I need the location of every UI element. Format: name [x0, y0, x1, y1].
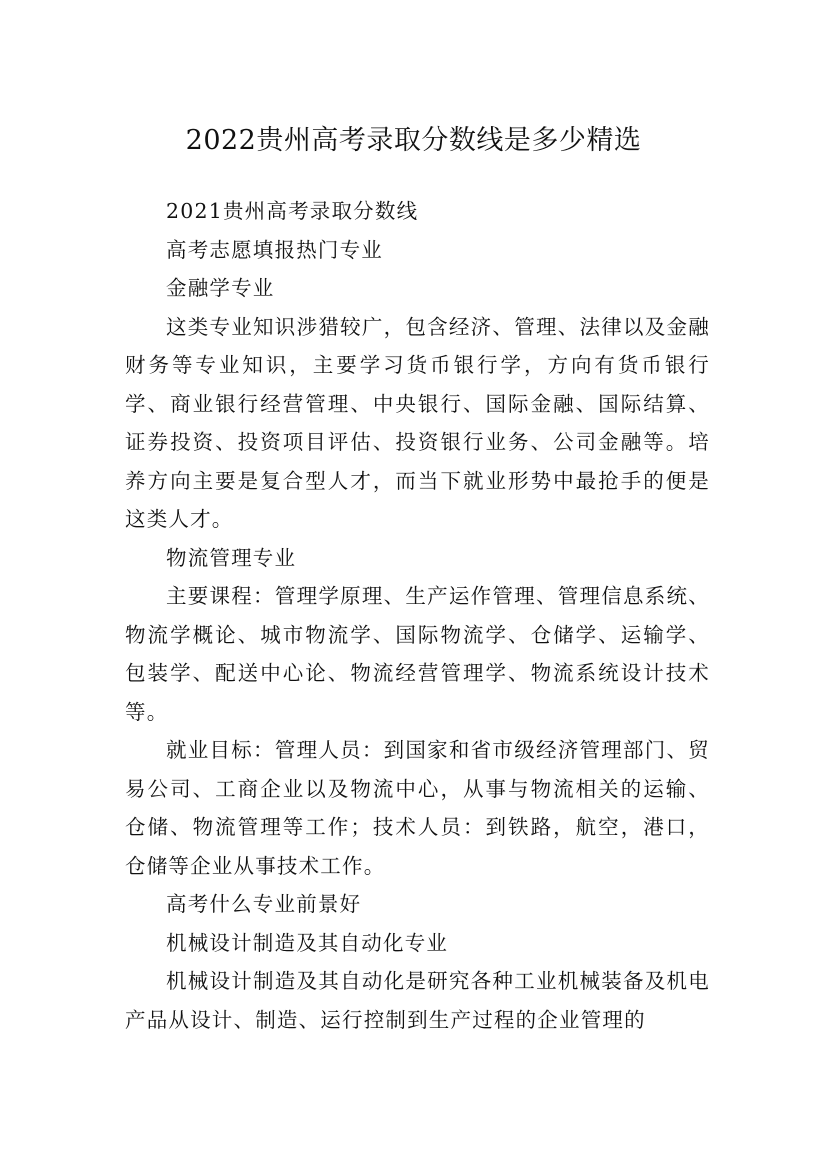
paragraph-body: 机械设计制造及其自动化是研究各种工业机械装备及机电产品从设计、制造、运行控制到生产过程的企业管理的: [125, 969, 710, 1032]
paragraph-subheading: 高考什么专业前景好: [166, 892, 362, 916]
paragraph-subheading: 高考志愿填报热门专业: [166, 237, 383, 262]
paragraph-subheading: 2021贵州高考录取分数线: [166, 199, 419, 223]
paragraph-subheading: 物流管理专业: [166, 545, 297, 570]
paragraph-body: 这类专业知识涉猎较广，包含经济、管理、法律以及金融财务等专业知识，主要学习货币银行学，方向有货币银行学、商业银行经营管理、中央银行、国际金融、国际结算、证券投资、投资项目评估、投资银行业务、公司金融等。培养方向主要是复合型人才，而当下就业形势中最抢手的便是这类人才。: [125, 314, 710, 531]
paragraph-subheading: 机械设计制造及其自动化专业: [166, 930, 449, 955]
paragraph-subheading: 金融学专业: [166, 276, 275, 300]
document-body: [125, 192, 710, 1039]
paragraph-body: 就业目标：管理人员：到国家和省市级经济管理部门、贸易公司、工商企业以及物流中心，从事与物流相关的运输、仓储、物流管理等工作；技术人员：到铁路，航空，港口，仓储等企业从事技术工作。: [125, 738, 710, 878]
paragraph-body: 主要课程：管理学原理、生产运作管理、管理信息系统、物流学概论、城市物流学、国际物流学、仓储学、运输学、包装学、配送中心论、物流经营管理学、物流系统设计技术等。: [125, 584, 710, 724]
page-title: 2022贵州高考录取分数线是多少精选: [185, 125, 642, 157]
